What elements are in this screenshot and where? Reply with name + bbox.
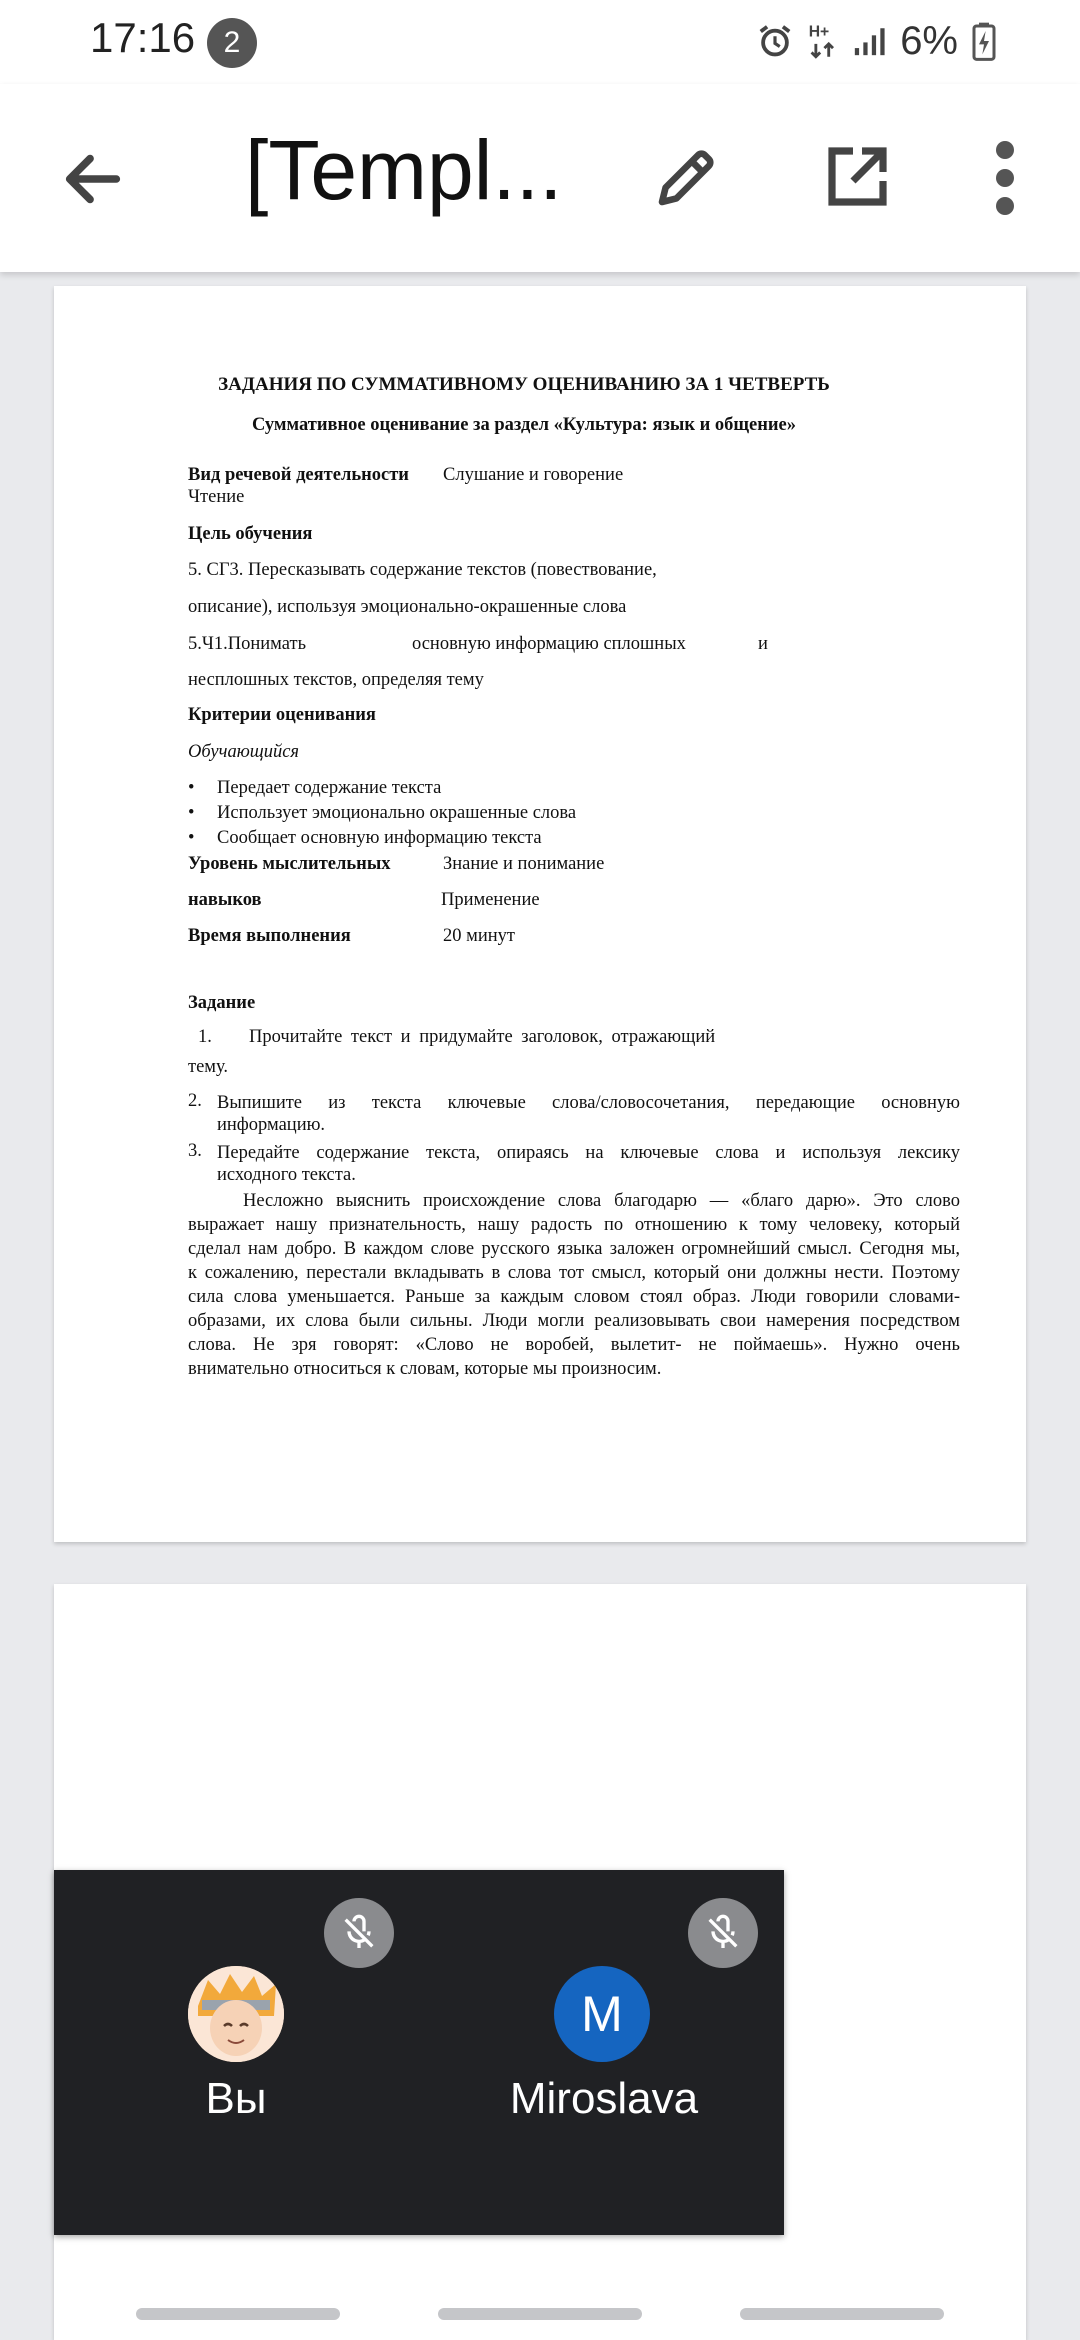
video-call-overlay[interactable]	[54, 1870, 784, 2235]
body-line: к сожалению, перестали вкладывать в слова тот смысл, который они должны нести. Поэтому	[188, 1263, 960, 1283]
time-value: 20 минут	[443, 926, 515, 946]
body-line: образами, их слова были сильны. Люди могли реализовывать свои намерения посредством	[188, 1311, 960, 1331]
body-line: сделал нам добро. В каждом слове русского языка заложен огромнейший смысл. Сегодня мы,	[188, 1239, 960, 1259]
participant-name: Miroslava	[509, 2074, 699, 2123]
mic-off-icon	[339, 1913, 379, 1953]
status-time: 17:16	[90, 14, 196, 61]
goal-label: Цель обучения	[188, 524, 313, 544]
goal2-part-c: и	[758, 634, 768, 654]
status-bar	[0, 0, 1080, 84]
level-value-1: Знание и понимание	[443, 854, 605, 874]
mic-off-icon	[703, 1913, 743, 1953]
task2-number: 2.	[188, 1091, 202, 1111]
body-line: внимательно относиться к словам, которые мы произносим.	[188, 1359, 662, 1379]
level-value-2: Применение	[441, 890, 540, 910]
body-line: Несложно выяснить происхождение слова благодарю — «благо дарю». Это слово	[243, 1191, 960, 1211]
criteria-label: Критерии оценивания	[188, 705, 376, 725]
task-label: Задание	[188, 993, 256, 1013]
participant-avatar-initial: M	[554, 1966, 650, 2062]
criteria-bullet: •	[188, 803, 195, 823]
participant-muted-badge	[688, 1898, 758, 1968]
goal2-part-b: основную информацию сплошных	[412, 634, 686, 654]
task3-line2: исходного текста.	[217, 1165, 356, 1185]
battery-percent: 6%	[900, 18, 958, 63]
participant-muted-badge	[324, 1898, 394, 1968]
task1-number: 1.	[198, 1027, 212, 1047]
criteria-item: Передает содержание текста	[217, 778, 442, 798]
user-avatar-image	[188, 1966, 284, 2062]
task2-line1: Выпишите из текста ключевые слова/словосочетания, передающие основную	[217, 1093, 960, 1113]
data-hplus-icon	[808, 21, 838, 61]
learner-label: Обучающийся	[188, 742, 300, 762]
more-vert-icon[interactable]	[985, 140, 1025, 216]
level-label-1: Уровень мыслительных	[188, 854, 391, 874]
task2-line2: информацию.	[217, 1115, 326, 1135]
arrow-back-icon[interactable]	[58, 144, 128, 214]
status-icons	[756, 16, 996, 66]
time-label: Время выполнения	[188, 926, 351, 946]
activity-value-2: Чтение	[188, 487, 245, 507]
activity-label: Вид речевой деятельности	[188, 465, 409, 485]
signal-icon	[852, 23, 886, 59]
pencil-icon[interactable]	[650, 142, 722, 214]
doc-heading: ЗАДАНИЯ ПО СУММАТИВНОМУ ОЦЕНИВАНИЮ ЗА 1 ЧЕТВЕРТЬ	[218, 374, 830, 395]
criteria-bullet: •	[188, 828, 195, 848]
app-toolbar	[0, 84, 1080, 272]
document-page-1	[54, 286, 1026, 1542]
alarm-icon	[756, 22, 794, 60]
task3-line1: Передайте содержание текста, опираясь на ключевые слова и используя лексику	[217, 1143, 960, 1163]
participant-name: Вы	[205, 2074, 267, 2123]
body-line: сила слова уменьшается. Раньше за каждым словом стоял образ. Люди говорили словами-	[188, 1287, 960, 1307]
notification-count-badge: 2	[207, 18, 257, 68]
body-line: выражает нашу признательность, нашу радость по отношению к тому человеку, который	[188, 1215, 960, 1235]
task3-number: 3.	[188, 1141, 202, 1161]
battery-charging-icon	[972, 21, 996, 61]
activity-value: Слушание и говорение	[443, 465, 624, 485]
level-label-2: навыков	[188, 890, 262, 910]
body-line: слова. Не зря говорят: «Слово не воробей, вылетит- не поймаешь». Нужно очень	[188, 1335, 960, 1355]
criteria-item: Сообщает основную информацию текста	[217, 828, 542, 848]
nav-pill	[136, 2308, 340, 2320]
task1-text: Прочитайте текст и придумайте заголовок, отражающий	[249, 1027, 716, 1047]
criteria-bullet: •	[188, 778, 195, 798]
svg-text:H+: H+	[808, 23, 830, 41]
document-title: [Templ...	[245, 123, 563, 217]
criteria-item: Использует эмоционально окрашенные слова	[217, 803, 577, 823]
doc-subheading: Суммативное оценивание за раздел «Культура: язык и общение»	[251, 415, 797, 435]
task1-continuation: тему.	[188, 1057, 229, 1077]
open-external-icon[interactable]	[820, 142, 892, 214]
goal2-line2: несплошных текстов, определяя тему	[188, 670, 484, 690]
goal1-line2: описание), используя эмоционально-окрашенные слова	[188, 597, 627, 617]
nav-pill	[438, 2308, 642, 2320]
goal2-part-a: 5.Ч1.Понимать	[188, 634, 307, 654]
nav-pill	[740, 2308, 944, 2320]
goal1-line1: 5. СГ3. Пересказывать содержание текстов (повествование,	[188, 560, 657, 580]
